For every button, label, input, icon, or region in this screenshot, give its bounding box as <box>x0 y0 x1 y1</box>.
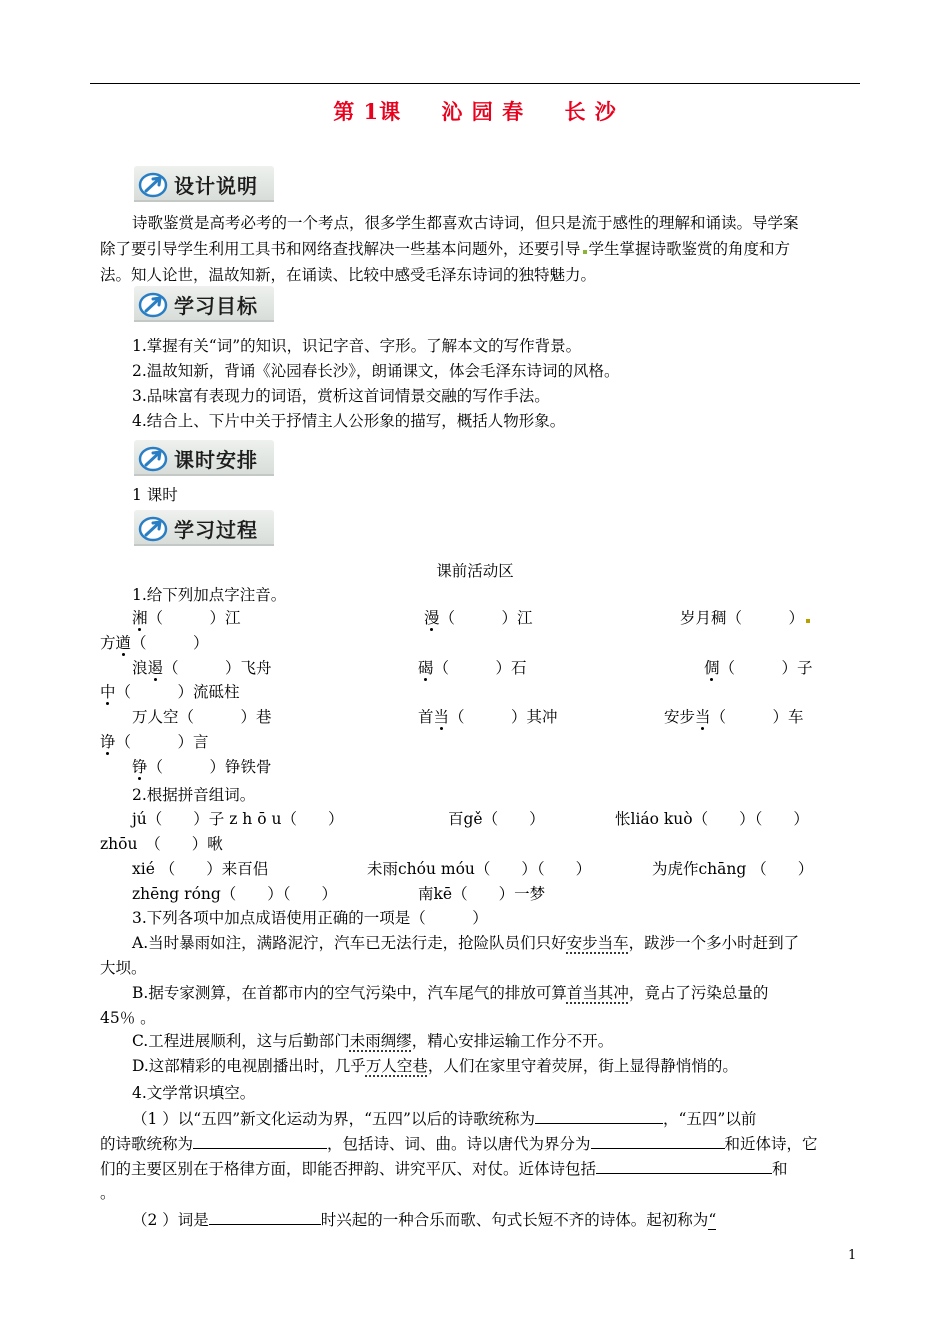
goal-item: 2.温故知新，背诵《沁园春长沙》，朗诵课文，体会毛泽东诗词的风格。 <box>132 362 620 380</box>
question-2-title: 2.根据拼音组词。 <box>132 786 256 804</box>
section-label: 课时安排 <box>174 448 258 472</box>
dot-mark <box>806 619 810 623</box>
option-b: B.据专家测算，在首都市内的空气污染中，汽车尾气的排放可算首当其冲，竟占了污染总量的 <box>132 984 769 1002</box>
option-d: D.这部精彩的电视剧播出时，几乎万人空巷，人们在家里守着荧屏，街上显得静悄悄的。 <box>132 1057 738 1075</box>
question-1-title: 1.给下列加点字注音。 <box>132 586 287 604</box>
pinyin-item: 浪遏（ ）飞舟 <box>132 659 272 677</box>
pinyin-word-item: 百gě（ ） <box>448 810 545 828</box>
pinyin-item: 倜（ ）子 <box>704 659 813 677</box>
goal-item: 1.掌握有关“词”的知识，识记字音、字形。了解本文的写作背景。 <box>132 337 582 355</box>
section-heading-goals <box>134 286 274 326</box>
pinyin-word-item: 未雨chóu móu（ ）（ ） <box>367 860 592 878</box>
poem-title: 沁 园 春 <box>441 99 525 124</box>
answer-blank[interactable] <box>535 1107 663 1124</box>
pinyin-word-item: jú（ ）子 z h ō u（ ） <box>132 810 344 828</box>
section-label: 设计说明 <box>174 174 258 198</box>
design-line: 除了要引导学生利用工具书和网络查找解决一些基本问题外，还要引导 学生掌握诗歌鉴赏的角度和方 <box>100 240 791 258</box>
pinyin-item: 方遒（ ） <box>100 634 209 652</box>
goal-item: 3.品味富有表现力的词语，赏析这首词情景交融的写作手法。 <box>132 387 550 405</box>
pinyin-item: 岁月稠（ ） <box>680 607 812 629</box>
pinyin-item: 诤（ ）言 <box>100 733 209 751</box>
section-label: 学习过程 <box>174 518 258 542</box>
pinyin-word-item: zhēng róng（ ）（ ） <box>132 885 338 903</box>
section-heading-process <box>134 510 274 550</box>
dotted-idiom: 万人空巷 <box>365 1057 428 1075</box>
lesson-number: 第 1课 <box>333 99 402 124</box>
pinyin-item: 漫（ ）江 <box>424 609 533 627</box>
arrow-badge-icon <box>138 514 168 542</box>
pinyin-word-item: 为虎作chāng （ ） <box>652 860 814 878</box>
pinyin-word-item: 南kē（ ）一梦 <box>418 885 546 903</box>
dotted-idiom: 首当其冲 <box>566 984 629 1002</box>
pinyin-item: 首当（ ）其冲 <box>418 708 558 726</box>
fill-line: （1 ）以“五四”新文化运动为界，“五四”以后的诗歌统称为 ，“五四”以前 <box>132 1107 756 1130</box>
answer-blank[interactable] <box>591 1132 725 1149</box>
option-a: A.当时暴雨如注，满路泥泞，汽车已无法行走，抢险队员们只好安步当车，跋涉一个多小时赶到了 <box>132 934 800 952</box>
fill-line: 的诗歌统称为 ，包括诗、词、曲。诗以唐代为界分为 和近体诗，它 <box>100 1132 818 1155</box>
fill-line: 。 <box>100 1184 116 1202</box>
option-b-cont: 45％ 。 <box>100 1009 156 1027</box>
dotted-idiom: 安步当车 <box>566 934 629 952</box>
section-label: 学习目标 <box>174 294 258 318</box>
header-rule <box>90 83 860 84</box>
pinyin-word-item: zhōu （ ）啾 <box>100 835 223 853</box>
answer-blank[interactable] <box>209 1208 321 1225</box>
page-number: 1 <box>848 1248 857 1263</box>
page-title <box>0 96 950 126</box>
option-a-cont: 大坝。 <box>100 959 147 977</box>
design-line: 诗歌鉴赏是高考必考的一个考点，很多学生都喜欢古诗词，但只是流于感性的理解和诵读。导学案 <box>132 214 799 232</box>
goal-item: 4.结合上、下片中关于抒情主人公形象的描写，概括人物形象。 <box>132 412 566 430</box>
pinyin-item: 万人空（ ）巷 <box>132 708 272 726</box>
fill-line: 们的主要区别在于格律方面，即能否押韵、讲究平仄、对仗。近体诗包括 和 <box>100 1157 788 1180</box>
green-dot-mark <box>583 250 587 254</box>
arrow-badge-icon <box>138 444 168 472</box>
answer-blank[interactable] <box>193 1132 327 1149</box>
pinyin-item: 铮（ ）铮铁骨 <box>132 758 272 776</box>
answer-blank[interactable] <box>596 1157 772 1174</box>
design-line: 法。知人论世，温故知新，在诵读、比较中感受毛泽东诗词的独特魅力。 <box>100 266 597 284</box>
dotted-idiom: 未雨绸缪 <box>349 1032 412 1050</box>
fill-line: （2 ）词是 时兴起的一种合乐而歌、句式长短不齐的诗体。起初称为“ <box>132 1208 716 1231</box>
section-heading-design <box>134 166 274 206</box>
poem-subtitle: 长 沙 <box>564 99 617 124</box>
pinyin-item: 碣（ ）石 <box>418 659 527 677</box>
question-3-title: 3.下列各项中加点成语使用正确的一项是（ ） <box>132 909 488 927</box>
schedule-text: 1 课时 <box>132 486 178 504</box>
option-c: C.工程进展顺利，这与后勤部门未雨绸缪，精心安排运输工作分不开。 <box>132 1032 614 1050</box>
pinyin-word-item: xié （ ）来百侣 <box>132 860 269 878</box>
arrow-badge-icon <box>138 290 168 318</box>
pinyin-item: 中（ ）流砥柱 <box>100 683 240 701</box>
question-4-title: 4.文学常识填空。 <box>132 1084 256 1102</box>
design-paragraph <box>100 210 852 288</box>
arrow-badge-icon <box>138 170 168 198</box>
pinyin-item: 安步当（ ）车 <box>664 708 804 726</box>
section-heading-schedule <box>134 440 274 480</box>
activity-area-heading: 课前活动区 <box>436 562 514 580</box>
pinyin-word-item: 怅liáo kuò（ ）（ ） <box>615 810 809 828</box>
pinyin-item: 湘（ ）江 <box>132 609 241 627</box>
